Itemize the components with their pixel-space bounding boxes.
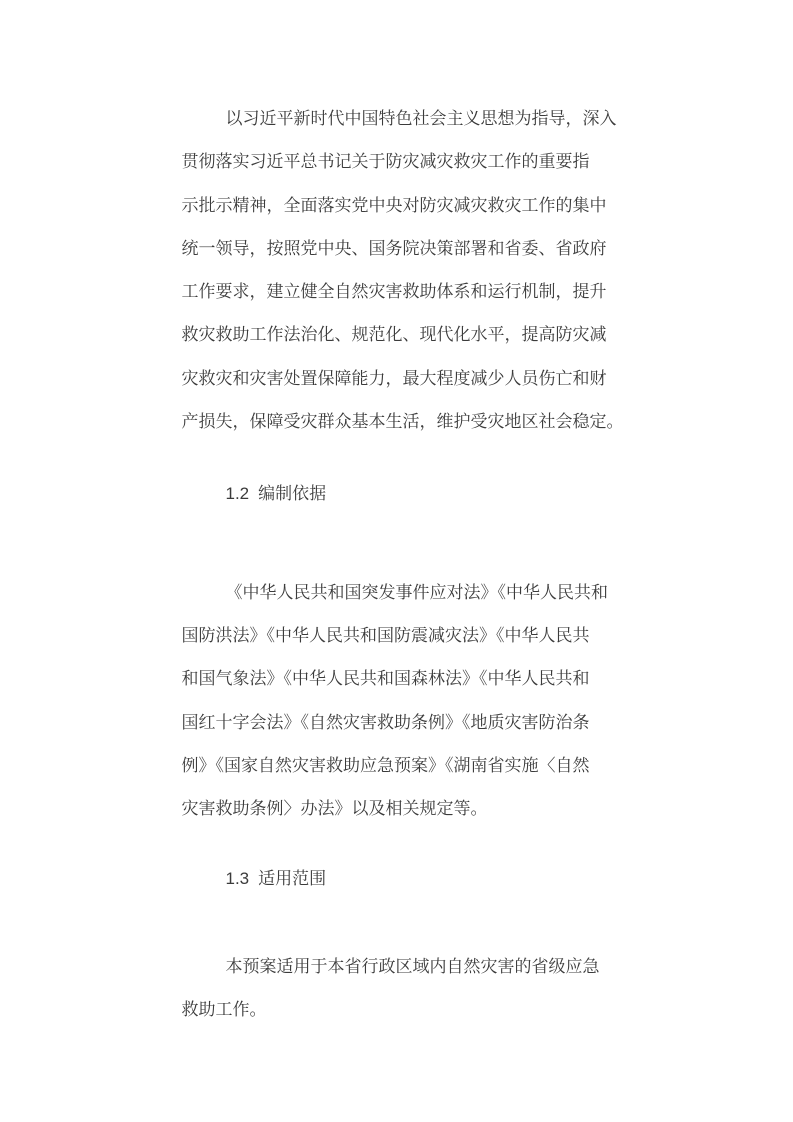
heading-number: 1.3 bbox=[225, 869, 250, 889]
text-line: 以习近平新时代中国特色社会主义思想为指导，深入 bbox=[225, 109, 617, 128]
text-line: 《中华人民共和国突发事件应对法》《中华人民共和 bbox=[225, 582, 608, 602]
heading-title: 适用范围 bbox=[258, 869, 327, 889]
paragraph-legal-basis bbox=[182, 571, 612, 831]
heading-title: 编制依据 bbox=[258, 484, 327, 504]
text-line: 本预案适用于本省行政区域内自然灾害的省级应急 bbox=[225, 956, 600, 976]
text-line: 统一领导，按照党中央、国务院决策部署和省委、省政府 bbox=[181, 238, 607, 258]
text-line: 和国气象法》《中华人民共和国森林法》《中华人民共和 bbox=[181, 669, 590, 689]
text-line: 灾救灾和灾害处置保障能力，最大程度减少人员伤亡和财 bbox=[181, 368, 607, 388]
text-line: 产损失，保障受灾群众基本生活，维护受灾地区社会稳定。 bbox=[181, 412, 624, 432]
heading-1-2 bbox=[182, 472, 612, 515]
heading-number: 1.2 bbox=[225, 484, 250, 504]
text-line: 示批示精神，全面落实党中央对防灾减灾救灾工作的集中 bbox=[181, 195, 607, 215]
text-line: 国防洪法》《中华人民共和国防震减灾法》《中华人民共 bbox=[181, 625, 590, 645]
document-content bbox=[181, 0, 624, 1031]
paragraph-scope bbox=[182, 945, 612, 1032]
text-line: 工作要求，建立健全自然灾害救助体系和运行机制，提升 bbox=[181, 282, 607, 302]
text-line: 灾害救助条例〉办法》以及相关规定等。 bbox=[181, 799, 488, 819]
text-line: 救助工作。 bbox=[181, 1000, 267, 1020]
text-line: 国红十字会法》《自然灾害救助条例》《地质灾害防治条 bbox=[181, 712, 590, 732]
paragraph-guiding-ideology bbox=[181, 97, 624, 443]
text-line: 例》《国家自然灾害救助应急预案》《湖南省实施〈自然 bbox=[181, 755, 590, 775]
text-line: 救灾救助工作法治化、规范化、现代化水平，提高防灾减 bbox=[181, 325, 607, 345]
text-line: 贯彻落实习近平总书记关于防灾减灾救灾工作的重要指 bbox=[181, 152, 590, 172]
heading-1-3 bbox=[182, 857, 612, 900]
